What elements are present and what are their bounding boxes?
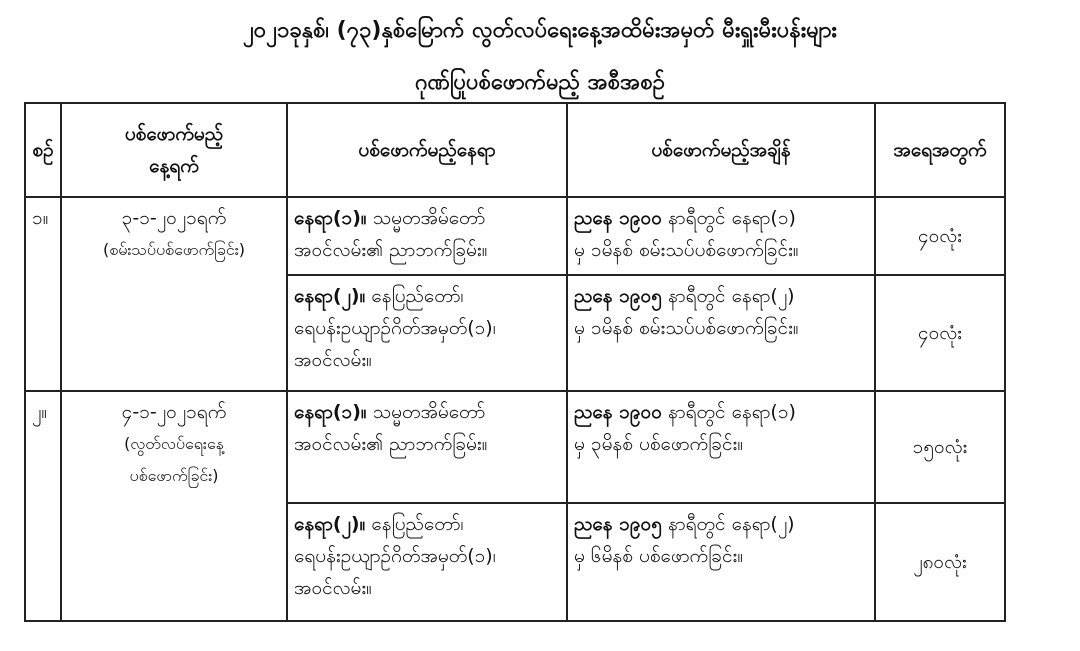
location-label: နေရာ(၂)။ — [294, 285, 366, 307]
header-row — [25, 103, 1005, 197]
time-cell — [567, 275, 875, 391]
time-cell — [567, 503, 875, 621]
location-cell — [287, 197, 567, 275]
table-row — [25, 197, 1005, 275]
time-label: ညနေ ၁၉၀၀ — [574, 207, 662, 229]
time-text: နာရီတွင် နေရာ(၂) မှ ၁မိနစ် စမ်းသပ်ပစ်ဖောက်ခြင်း။ — [574, 285, 799, 339]
location-cell — [287, 391, 567, 503]
header-location: ပစ်ဖောက်မည့်နေရာ — [287, 103, 567, 197]
location-text: သမ္မတအိမ်တော် အဝင်လမ်း၏ ညာဘက်ခြမ်း။ — [294, 207, 488, 261]
date-cell — [61, 391, 287, 621]
date-text: ၃-၁-၂၀၂၁ရက် — [121, 207, 227, 229]
time-label: ညနေ ၁၉၀၅ — [574, 285, 662, 307]
location-cell — [287, 503, 567, 621]
count-cell: ၁၅၀လုံး — [875, 391, 1005, 503]
date-note: (စမ်းသပ်ပစ်ဖောက်ခြင်း) — [102, 240, 246, 259]
date-text: ၄-၁-၂၀၂၁ရက် — [121, 401, 227, 423]
time-cell — [567, 391, 875, 503]
row-number: ၂။ — [25, 391, 61, 621]
title-line-2: ဂုဏ်ပြုပစ်ဖောက်မည့် အစီအစဉ် — [415, 70, 665, 95]
time-text: နာရီတွင် နေရာ(၁) မှ ၁မိနစ် စမ်းသပ်ပစ်ဖောက်ခြင်း။ — [574, 207, 799, 261]
header-date: ပစ်ဖောက်မည့် နေ့ရက် — [61, 103, 287, 197]
row-number: ၁။ — [25, 197, 61, 391]
count-cell: ၄၀လုံး — [875, 275, 1005, 391]
time-text: နာရီတွင် နေရာ(၂) မှ ၆မိနစ် ပစ်ဖောက်ခြင်း။ — [574, 513, 795, 567]
location-label: နေရာ(၂)။ — [294, 513, 366, 535]
schedule-table — [24, 102, 1006, 622]
header-time: ပစ်ဖောက်မည့်အချိန် — [567, 103, 875, 197]
location-text: နေပြည်တော်၊ ရေပန်းဥယျာဉ်ဂိတ်အမှတ်(၁)၊ အဝင်လမ်း။ — [294, 285, 496, 371]
time-text: နာရီတွင် နေရာ(၁) မှ ၃မိနစ် ပစ်ဖောက်ခြင်း။ — [574, 401, 796, 455]
time-label: ညနေ ၁၉၀၅ — [574, 513, 662, 535]
count-cell: ၂၈၀လုံး — [875, 503, 1005, 621]
time-label: ညနေ ၁၉၀၀ — [574, 401, 662, 423]
location-cell — [287, 275, 567, 391]
location-text: နေပြည်တော်၊ ရေပန်းဥယျာဉ်ဂိတ်အမှတ်(၁)၊ အဝင်လမ်း။ — [294, 513, 496, 599]
time-cell — [567, 197, 875, 275]
count-cell: ၄၀လုံး — [875, 197, 1005, 275]
title-line-1: ၂၀၂၁ခုနှစ်၊ (၇၃)နှစ်မြောက် လွတ်လပ်ရေးနေ့အထိမ်းအမှတ် မီးရှူးမီးပန်းများ — [243, 18, 837, 43]
header-no: စဉ် — [25, 103, 61, 197]
date-cell — [61, 197, 287, 391]
location-label: နေရာ(၁)။ — [294, 207, 367, 229]
header-count: အရေအတွက် — [875, 103, 1005, 197]
date-note: (လွတ်လပ်ရေးနေ့ ပစ်ဖောက်ခြင်း) — [124, 434, 224, 485]
table-row — [25, 391, 1005, 503]
location-label: နေရာ(၁)။ — [294, 401, 367, 423]
location-text: သမ္မတအိမ်တော် အဝင်လမ်း၏ ညာဘက်ခြမ်း။ — [294, 401, 488, 455]
